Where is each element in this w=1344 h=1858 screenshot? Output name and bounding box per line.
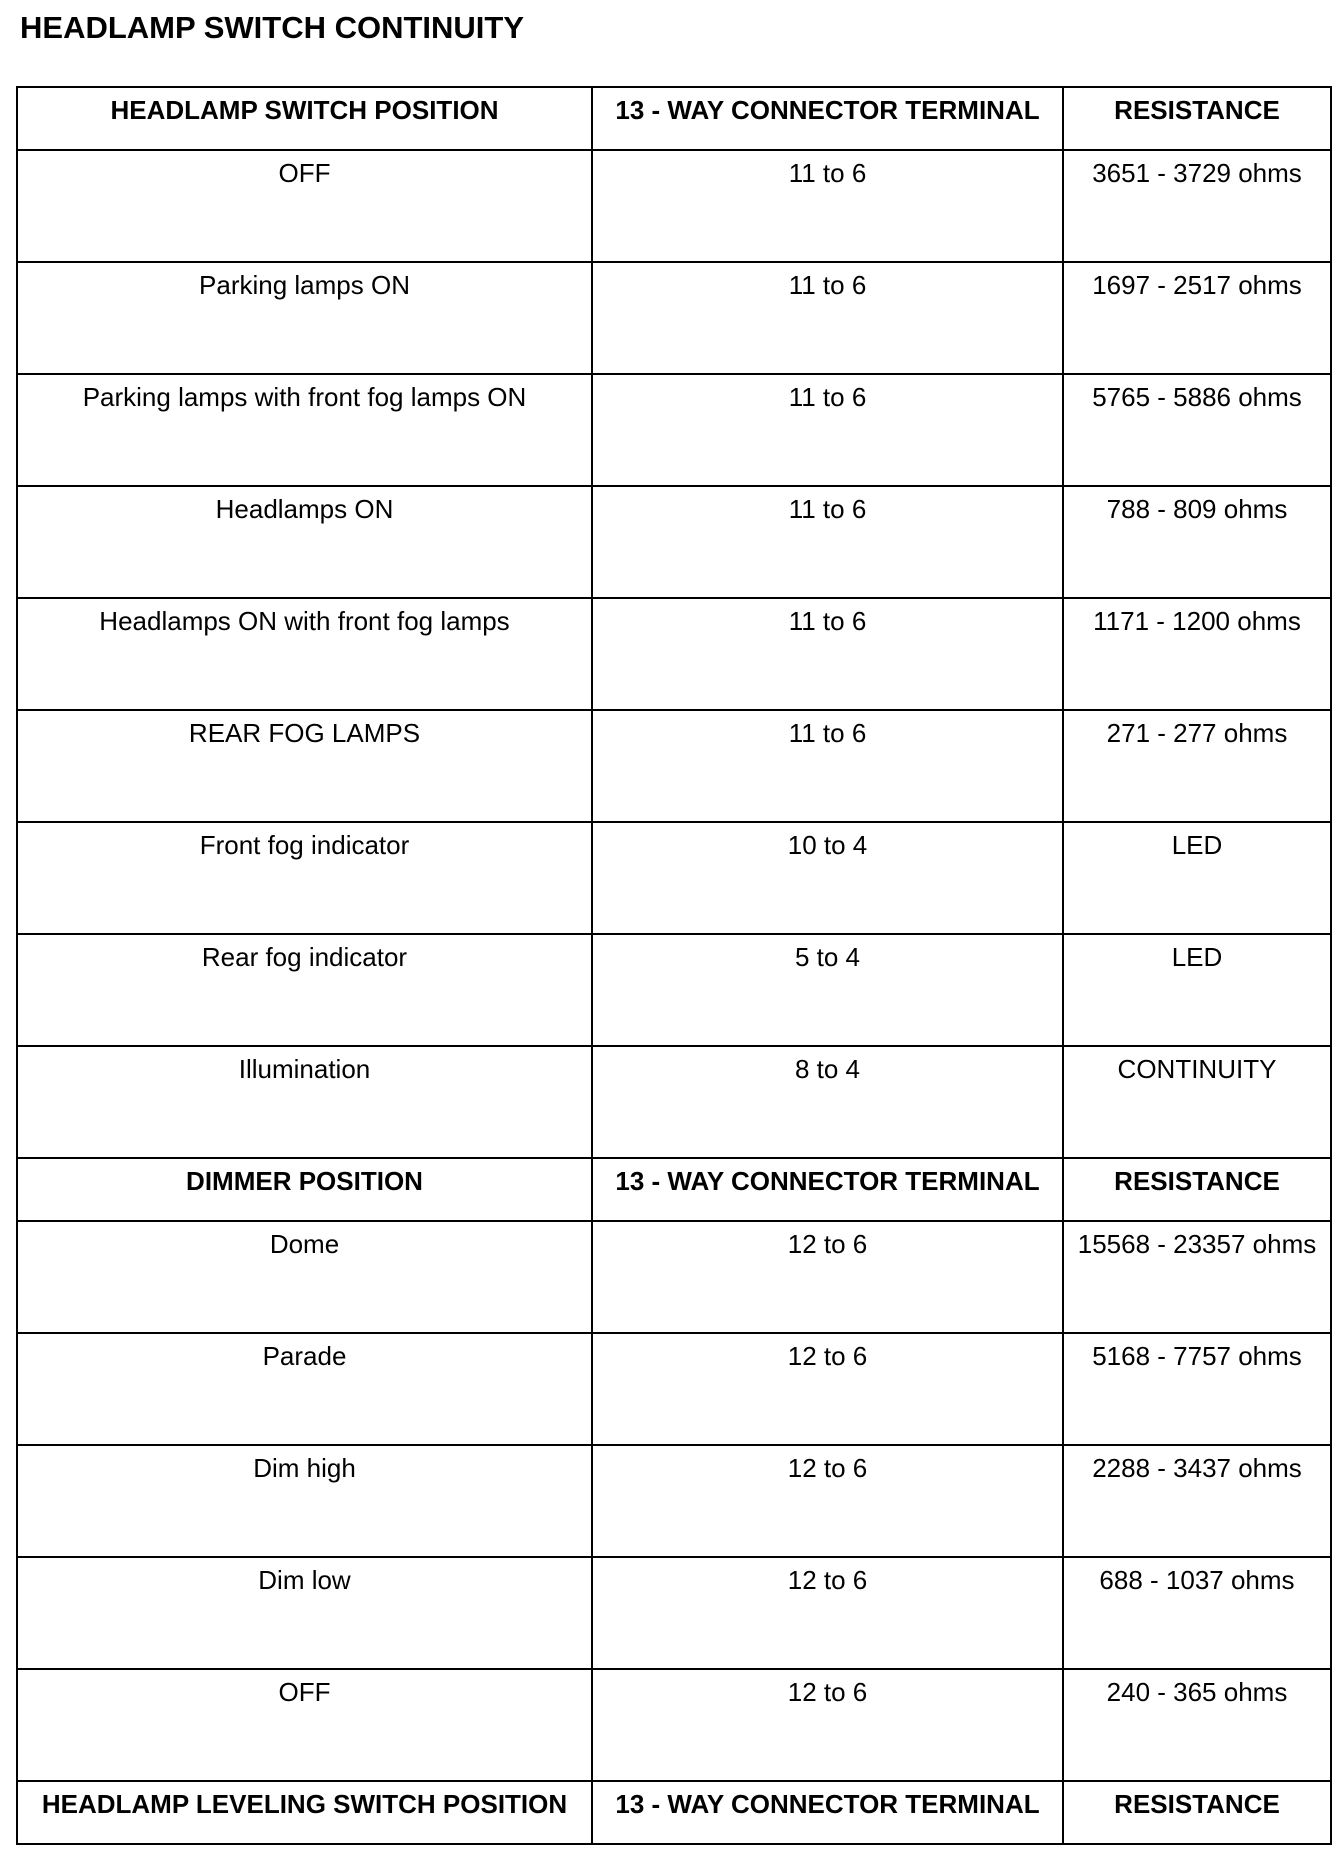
cell-resistance: LED bbox=[1063, 934, 1331, 1046]
table-row bbox=[17, 1046, 1331, 1158]
table-row bbox=[17, 822, 1331, 934]
cell-terminal: 12 to 6 bbox=[592, 1557, 1063, 1669]
cell-position: OFF bbox=[17, 1669, 592, 1781]
cell-terminal: 11 to 6 bbox=[592, 598, 1063, 710]
table-row bbox=[17, 374, 1331, 486]
cell-terminal: 5 to 4 bbox=[592, 934, 1063, 1046]
cell-position: Dim low bbox=[17, 1557, 592, 1669]
cell-terminal: 12 to 6 bbox=[592, 1221, 1063, 1333]
column-header-position: HEADLAMP LEVELING SWITCH POSITION bbox=[17, 1781, 592, 1844]
column-header-terminal: 13 - WAY CONNECTOR TERMINAL bbox=[592, 1781, 1063, 1844]
cell-position: Illumination bbox=[17, 1046, 592, 1158]
cell-position: Headlamps ON with front fog lamps bbox=[17, 598, 592, 710]
column-header-terminal: 13 - WAY CONNECTOR TERMINAL bbox=[592, 87, 1063, 150]
table-row bbox=[17, 486, 1331, 598]
continuity-table bbox=[16, 86, 1332, 1845]
cell-position: Dim high bbox=[17, 1445, 592, 1557]
table-row bbox=[17, 598, 1331, 710]
page-title: HEADLAMP SWITCH CONTINUITY bbox=[20, 10, 525, 45]
cell-resistance: 240 - 365 ohms bbox=[1063, 1669, 1331, 1781]
table-row bbox=[17, 1669, 1331, 1781]
cell-resistance: CONTINUITY bbox=[1063, 1046, 1331, 1158]
cell-resistance: 788 - 809 ohms bbox=[1063, 486, 1331, 598]
table-row bbox=[17, 1557, 1331, 1669]
cell-resistance: 688 - 1037 ohms bbox=[1063, 1557, 1331, 1669]
cell-resistance: 5168 - 7757 ohms bbox=[1063, 1333, 1331, 1445]
table-row bbox=[17, 1333, 1331, 1445]
table-row bbox=[17, 934, 1331, 1046]
cell-resistance: 271 - 277 ohms bbox=[1063, 710, 1331, 822]
cell-terminal: 10 to 4 bbox=[592, 822, 1063, 934]
cell-resistance: 2288 - 3437 ohms bbox=[1063, 1445, 1331, 1557]
column-header-position: HEADLAMP SWITCH POSITION bbox=[17, 87, 592, 150]
section-header-row bbox=[17, 1781, 1331, 1844]
cell-resistance: LED bbox=[1063, 822, 1331, 934]
cell-position: Parking lamps ON bbox=[17, 262, 592, 374]
column-header-resistance: RESISTANCE bbox=[1063, 1158, 1331, 1221]
column-header-resistance: RESISTANCE bbox=[1063, 87, 1331, 150]
cell-terminal: 12 to 6 bbox=[592, 1669, 1063, 1781]
cell-terminal: 11 to 6 bbox=[592, 374, 1063, 486]
column-header-position: DIMMER POSITION bbox=[17, 1158, 592, 1221]
cell-position: Dome bbox=[17, 1221, 592, 1333]
cell-position: REAR FOG LAMPS bbox=[17, 710, 592, 822]
cell-resistance: 5765 - 5886 ohms bbox=[1063, 374, 1331, 486]
cell-resistance: 15568 - 23357 ohms bbox=[1063, 1221, 1331, 1333]
cell-position: OFF bbox=[17, 150, 592, 262]
cell-position: Parking lamps with front fog lamps ON bbox=[17, 374, 592, 486]
table-row bbox=[17, 150, 1331, 262]
table-row bbox=[17, 710, 1331, 822]
cell-resistance: 3651 - 3729 ohms bbox=[1063, 150, 1331, 262]
cell-position: Front fog indicator bbox=[17, 822, 592, 934]
cell-position: Parade bbox=[17, 1333, 592, 1445]
continuity-table-body bbox=[17, 87, 1331, 1844]
cell-terminal: 11 to 6 bbox=[592, 486, 1063, 598]
cell-terminal: 8 to 4 bbox=[592, 1046, 1063, 1158]
column-header-resistance: RESISTANCE bbox=[1063, 1781, 1331, 1844]
section-header-row bbox=[17, 87, 1331, 150]
cell-position: Rear fog indicator bbox=[17, 934, 592, 1046]
cell-terminal: 11 to 6 bbox=[592, 150, 1063, 262]
cell-terminal: 12 to 6 bbox=[592, 1445, 1063, 1557]
cell-terminal: 12 to 6 bbox=[592, 1333, 1063, 1445]
section-header-row bbox=[17, 1158, 1331, 1221]
table-row bbox=[17, 1445, 1331, 1557]
table-row bbox=[17, 1221, 1331, 1333]
cell-resistance: 1171 - 1200 ohms bbox=[1063, 598, 1331, 710]
table-row bbox=[17, 262, 1331, 374]
cell-terminal: 11 to 6 bbox=[592, 262, 1063, 374]
column-header-terminal: 13 - WAY CONNECTOR TERMINAL bbox=[592, 1158, 1063, 1221]
cell-position: Headlamps ON bbox=[17, 486, 592, 598]
cell-resistance: 1697 - 2517 ohms bbox=[1063, 262, 1331, 374]
cell-terminal: 11 to 6 bbox=[592, 710, 1063, 822]
